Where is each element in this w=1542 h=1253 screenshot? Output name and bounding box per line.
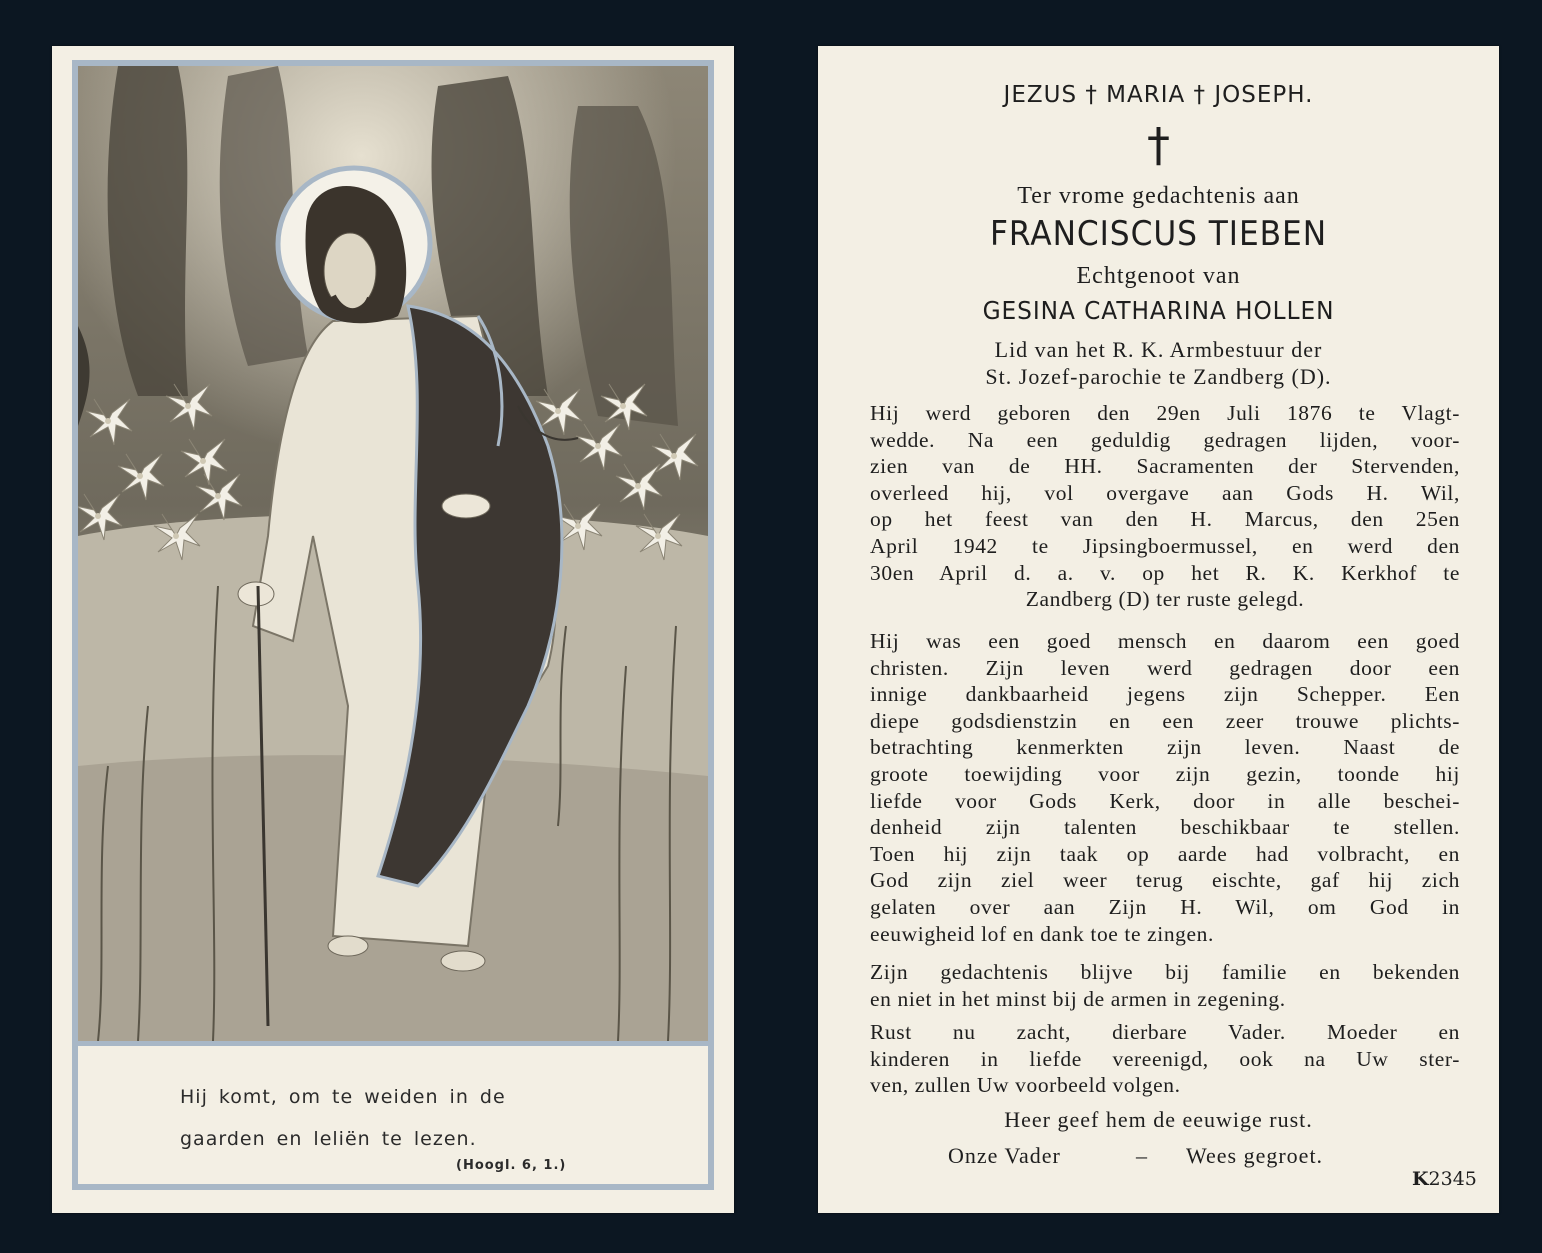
memorial-card-back: [818, 46, 1499, 1213]
text-line: liefde voor Gods Kerk, door in alle beschei-: [870, 788, 1460, 813]
farewell-paragraph: [870, 1019, 1460, 1099]
text-line: April 1942 te Jipsingboermussel, en werd den: [870, 533, 1460, 558]
text-line: God zijn ziel weer terug eischte, gaf hij zich: [870, 868, 1460, 893]
jesus-among-lilies-illustration: [78, 66, 708, 1041]
bible-quote: [180, 1076, 620, 1160]
cross-icon: †: [1147, 118, 1170, 172]
closing-prayer: Heer geef hem de eeuwige rust.: [1004, 1107, 1313, 1132]
text-line: innige dankbaarheid jegens zijn Schepper. Een: [870, 682, 1460, 707]
remembrance-paragraph: [870, 959, 1460, 1012]
quote-line: Hij komt, om te weiden in de: [180, 1086, 506, 1108]
role-line: Lid van het R. K. Armbestuur der: [994, 337, 1323, 362]
print-code-number: 2345: [1428, 1168, 1477, 1190]
holy-card-front: [52, 46, 734, 1213]
text-line: overleed hij, vol overgave aan Gods H. Wil,: [870, 480, 1460, 505]
character-paragraph: [870, 628, 1460, 947]
text-line: 30en April d. a. v. op het R. K. Kerkhof te: [870, 560, 1460, 585]
prayer-our-father: Onze Vader: [948, 1143, 1061, 1168]
text-line: gelaten over aan Zijn H. Wil, om God in: [870, 894, 1460, 919]
remembrance-intro: Ter vrome gedachtenis aan: [1017, 183, 1300, 209]
quote-line: gaarden en leliën te lezen.: [180, 1128, 477, 1150]
spouse-name: GESINA CATHARINA HOLLEN: [982, 296, 1335, 325]
text-line: denheid zijn talenten beschikbaar te stellen.: [870, 815, 1460, 840]
print-code: [1412, 1168, 1477, 1190]
biography-paragraph: [870, 400, 1460, 613]
text-line: groote toewijding voor zijn gezin, toonde hij: [870, 761, 1460, 786]
prayer-hail-mary: Wees gegroet.: [1186, 1143, 1324, 1168]
text-line: en niet in het minst bij de armen in zegening.: [870, 986, 1286, 1011]
text-line: kinderen in liefde vereenigd, ook na Uw ster-: [870, 1046, 1460, 1071]
text-line: Rust nu zacht, dierbare Vader. Moeder en: [870, 1020, 1460, 1044]
quote-source: (Hoogl. 6, 1.): [456, 1158, 567, 1173]
text-line: eeuwigheid lof en dank toe te zingen.: [870, 921, 1214, 946]
deceased-name: FRANCISCUS TIEBEN: [989, 214, 1328, 254]
text-line: Hij werd geboren den 29en Juli 1876 te Vlagt-: [870, 401, 1460, 425]
prayer-dash: –: [1136, 1143, 1148, 1168]
text-line: Zandberg (D) ter ruste gelegd.: [1025, 587, 1305, 612]
text-line: betrachting kenmerkten zijn leven. Naast de: [870, 735, 1460, 760]
text-line: Zijn gedachtenis blijve bij familie en bekenden: [870, 960, 1460, 984]
holy-names-heading: JEZUS † MARIA † JOSEPH.: [1003, 82, 1314, 108]
text-line: christen. Zijn leven werd gedragen door een: [870, 655, 1460, 680]
role-line: St. Jozef-parochie te Zandberg (D).: [985, 364, 1332, 389]
text-line: ven, zullen Uw voorbeeld volgen.: [870, 1073, 1181, 1098]
text-line: diepe godsdienstzin en een zeer trouwe plichts-: [870, 708, 1460, 733]
frame-divider: [78, 1041, 708, 1046]
text-line: Toen hij zijn taak op aarde had volbracht, en: [870, 841, 1460, 866]
text-line: Hij was een goed mensch en daarom een goed: [870, 629, 1460, 653]
text-line: zien van de HH. Sacramenten der Stervenden,: [870, 454, 1460, 479]
text-line: op het feest van den H. Marcus, den 25en: [870, 507, 1460, 532]
spouse-intro: Echtgenoot van: [1076, 263, 1241, 289]
text-line: wedde. Na een geduldig gedragen lijden, voor-: [870, 427, 1460, 452]
print-code-letter: K: [1412, 1168, 1429, 1190]
